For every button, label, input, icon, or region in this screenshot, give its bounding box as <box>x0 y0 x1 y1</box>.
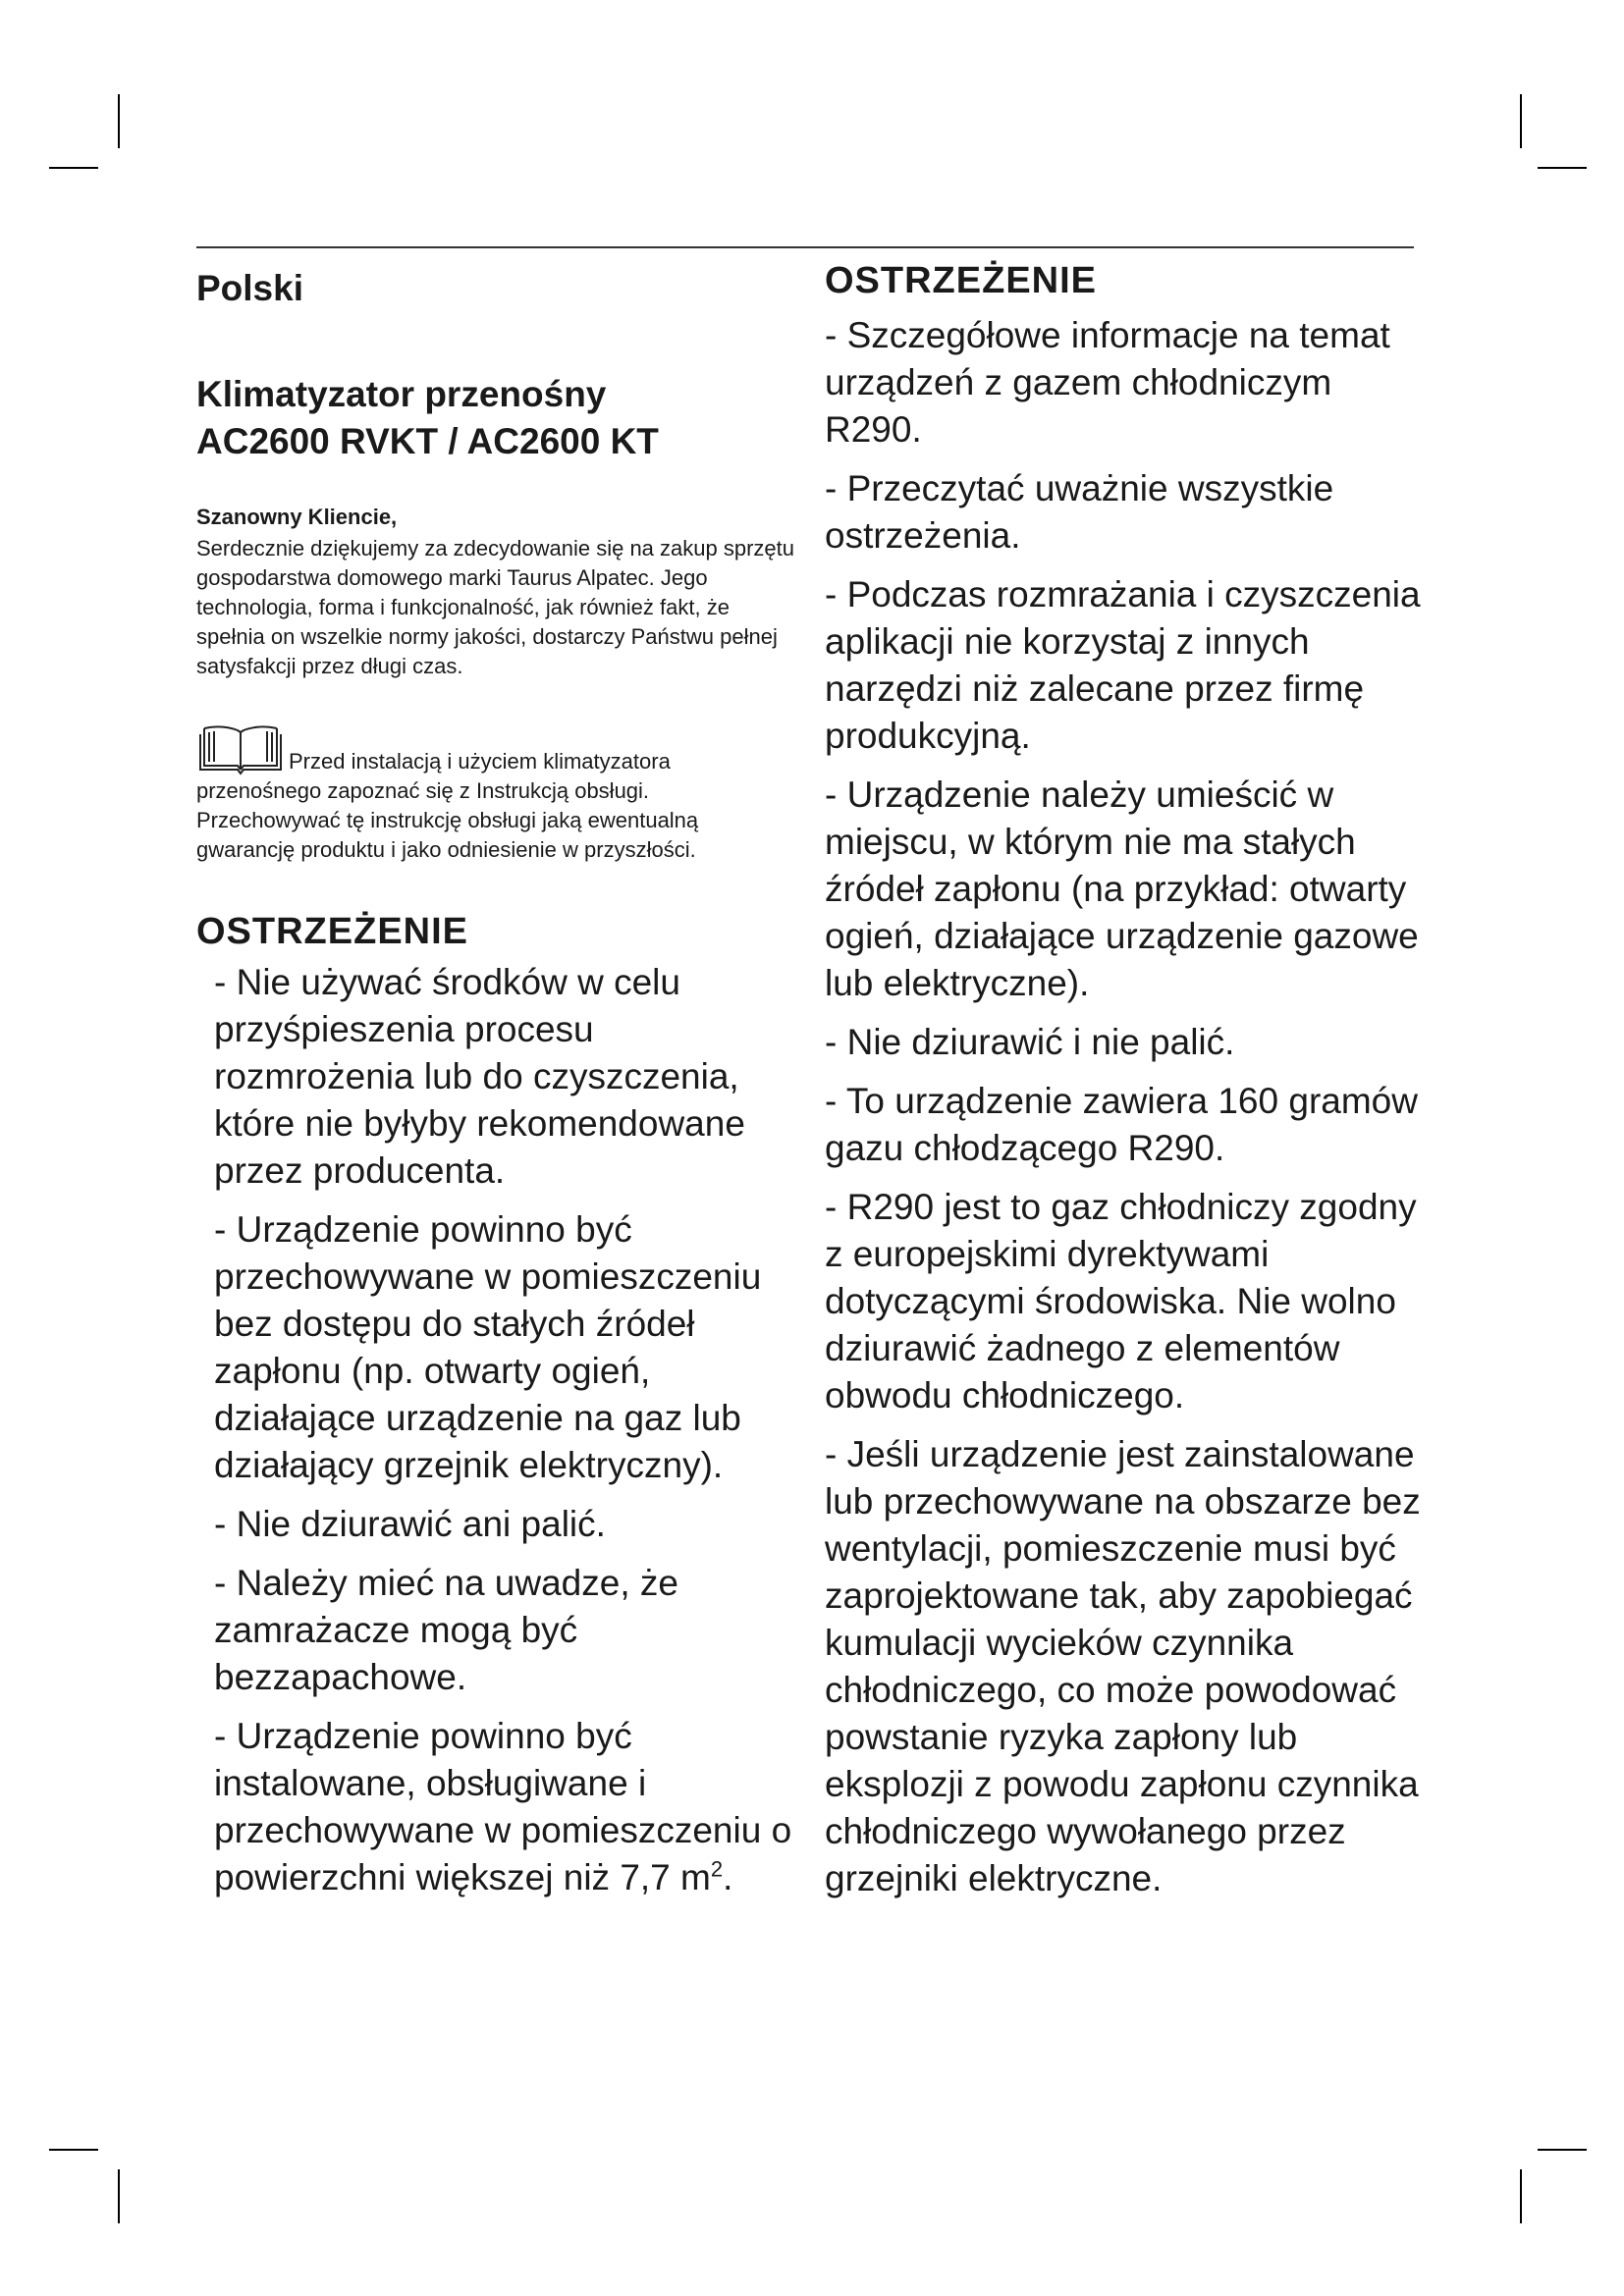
warning-item: - Urządzenie należy umieścić w miejscu, w którym nie ma stałych źródeł zapłonu (na przykład: otwarty ogień, działające urządzenie gazowe lub elektryczne). <box>825 774 1419 1003</box>
title-line-1: Klimatyzator przenośny <box>196 374 607 415</box>
manual-note-text: Przed instalacją i użyciem klimatyzatora przenośnego zapoznać się z Instrukcją obsługi. Przechowywać tę instrukcję obsługi jaką ewentualną gwarancję produktu i jako odniesienie w przyszłości. <box>196 749 699 863</box>
warning-item: - Przeczytać uważnie wszystkie ostrzeżenia. <box>825 467 1334 556</box>
left-column <box>196 257 795 1913</box>
warning-item: - Podczas rozmrażania i czyszczenia aplikacji nie korzystaj z innych narzędzi niż zalecane przez firmę produkcyjną. <box>825 573 1421 756</box>
warning-item: - Nie dziurawić i nie palić. <box>825 1021 1235 1062</box>
crop-mark <box>118 2169 120 2223</box>
title-line-2: AC2600 RVKT / AC2600 KT <box>196 421 659 462</box>
crop-mark <box>1520 2169 1522 2223</box>
warning-item: - Urządzenie powinno być przechowywane w pomieszczeniu bez dostępu do stałych źródeł zapłonu (np. otwarty ogień, działające urządzenie na gaz lub działający grzejnik elektryczny). <box>214 1208 762 1485</box>
crop-mark <box>118 94 120 148</box>
manual-note <box>196 722 795 865</box>
greeting: Szanowny Kliencie, <box>196 505 398 530</box>
crop-mark <box>1538 167 1587 169</box>
warning-heading: OSTRZEŻENIE <box>196 911 469 953</box>
intro-paragraph: Serdecznie dziękujemy za zdecydowanie się na zakup sprzętu gospodarstwa domowego marki Taurus Alpatec. Jego technologia, forma i funkcjonalność, jak również fakt, że spełnia on wszelkie normy jakości, dostarczy Państwu pełnej satysfakcji przez długi czas. <box>196 536 794 679</box>
language-label: Polski <box>196 268 303 308</box>
warning-item: - To urządzenie zawiera 160 gramów gazu chłodzącego R290. <box>825 1080 1418 1168</box>
warning-item-text: - Urządzenie powinno być instalowane, obsługiwane i przechowywane w pomieszczeniu o powierzchni większej niż 7,7 m <box>214 1715 792 1897</box>
crop-mark <box>49 167 98 169</box>
crop-mark <box>1538 2149 1587 2151</box>
warning-item: - Szczegółowe informacje na temat urządzeń z gazem chłodniczym R290. <box>825 314 1390 450</box>
warning-list <box>196 959 795 1901</box>
warning-item: - Należy mieć na uwadze, że zamrażacze mogą być bezzapachowe. <box>214 1562 678 1697</box>
product-title <box>196 371 795 465</box>
warning-list <box>825 312 1434 1902</box>
warning-item: - R290 jest to gaz chłodniczy zgodny z europejskimi dyrektywami dotyczącymi środowiska. Nie wolno dziurawić żadnego z elementów obwodu chłodniczego. <box>825 1186 1417 1415</box>
crop-mark <box>1520 94 1522 148</box>
warning-heading: OSTRZEŻENIE <box>825 260 1098 301</box>
superscript: 2 <box>710 1856 724 1882</box>
warning-item <box>196 1713 795 1901</box>
crop-mark <box>49 2149 98 2151</box>
warning-item: - Nie dziurawić ani palić. <box>214 1503 606 1544</box>
header-rule <box>196 246 1414 248</box>
warning-item-end: . <box>723 1856 733 1897</box>
right-column <box>825 257 1434 1914</box>
warning-item: - Jeśli urządzenie jest zainstalowane lub przechowywane na obszarze bez wentylacji, pomieszczenie musi być zaprojektowane tak, aby zapobiegać kumulacji wycieków czynnika chłodniczego, co może powodować powstanie ryzyka zapłony lub eksplozji z powodu zapłonu czynnika chłodniczego wywołanego przez grzejniki elektryczne. <box>825 1433 1421 1898</box>
warning-item: - Nie używać środków w celu przyśpieszenia procesu rozmrożenia lub do czyszczenia, które nie byłyby rekomendowane przez producenta. <box>214 961 745 1191</box>
book-icon <box>196 722 285 776</box>
